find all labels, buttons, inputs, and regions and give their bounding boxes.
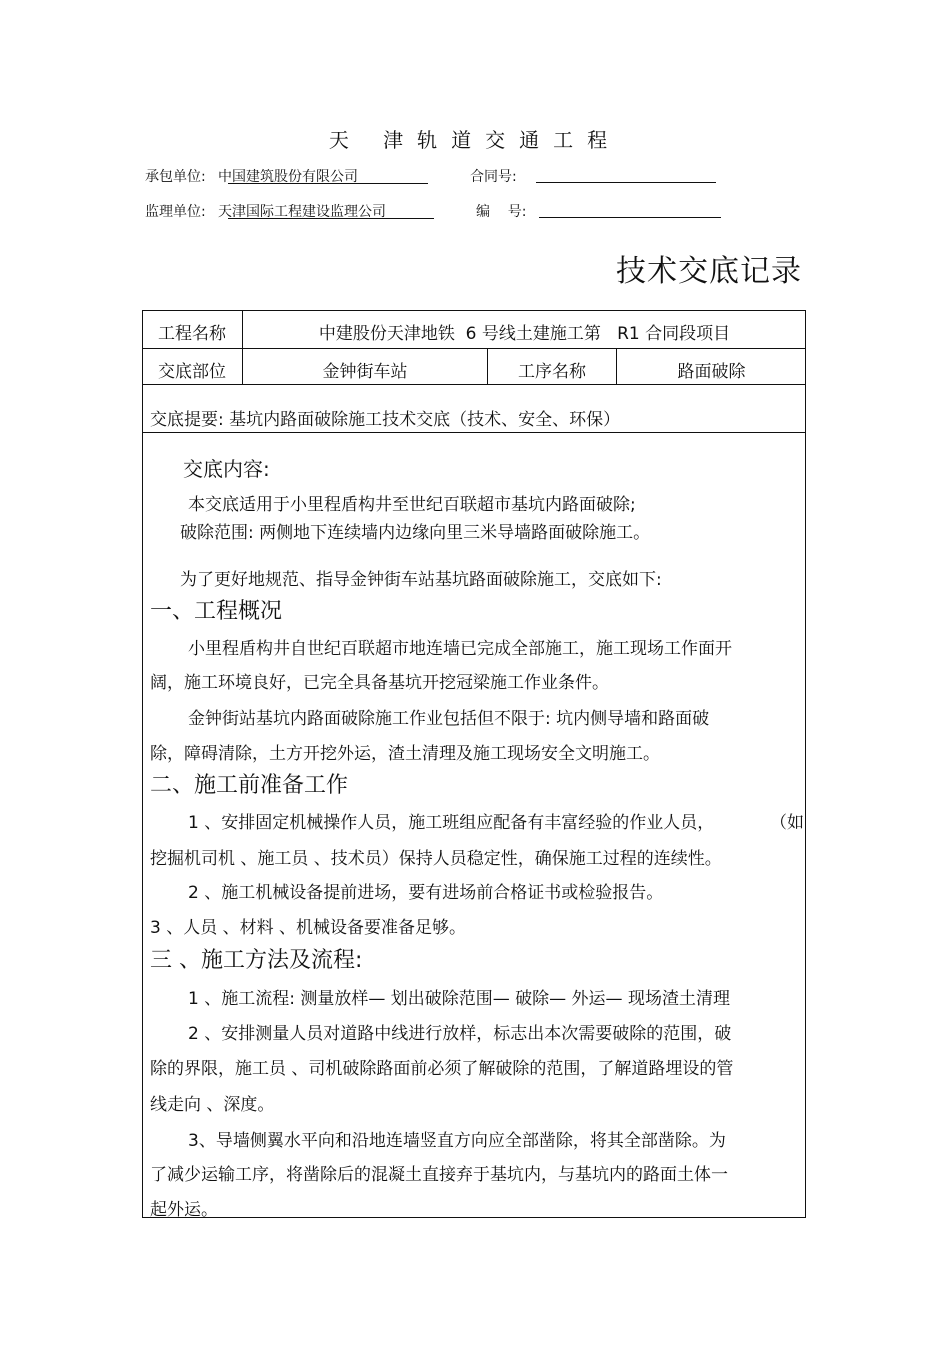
summary-text: 交底提要: 基坑内路面破除施工技术交底（技术、安全、环保）: [150, 410, 621, 430]
record-table: [142, 310, 806, 1218]
serial-no-label: 编 号:: [476, 204, 527, 220]
s3-item-2-line-3: 线走向 、深度。: [150, 1095, 275, 1115]
contractor-label: 承包单位:: [145, 169, 206, 185]
s2-item-2: 2 、施工机械设备提前进场，要有进场前合格证书或检验报告。: [188, 883, 664, 903]
record-title: 技术交底记录: [616, 254, 802, 289]
process-label: 工序名称: [518, 362, 586, 382]
s1-paragraph-1-line-2: 阔，施工环境良好，已完全具备基坑开挖冠梁施工作业条件。: [150, 673, 609, 693]
project-name-label: 工程名称: [158, 324, 226, 344]
s2-item-1-line-1-tail: （如: [770, 813, 804, 833]
contractor-underline: [228, 183, 428, 184]
s3-item-3-line-2: 了减少运输工序，将凿除后的混凝土直接弃于基坑内，与基坑内的路面土体一: [150, 1165, 728, 1185]
contractor-value: 中国建筑股份有限公司: [218, 169, 358, 185]
s3-item-2-line-2: 除的界限，施工员 、司机破除路面前必须了解破除的范围，了解道路埋设的管: [150, 1059, 734, 1079]
section-2-title: 二、施工前准备工作: [150, 773, 349, 798]
intro-line-3: 为了更好地规范、指导金钟街车站基坑路面破除施工，交底如下:: [180, 570, 662, 590]
serial-no-underline: [539, 217, 721, 218]
row-divider-2: [142, 384, 806, 385]
main-title: 天 津轨道交通工程: [328, 128, 622, 152]
location-label: 交底部位: [158, 362, 226, 382]
s1-paragraph-2-line-2: 除，障碍清除，土方开挖外运，渣土清理及施工现场安全文明施工。: [150, 744, 660, 764]
supervisor-value: 天津国际工程建设监理公司: [218, 204, 386, 220]
contract-no-underline: [536, 182, 716, 183]
s3-item-3-line-3: 起外运。: [150, 1200, 218, 1220]
section-3-title: 三 、施工方法及流程:: [150, 948, 363, 973]
intro-line-1: 本交底适用于小里程盾构井至世纪百联超市基坑内路面破除;: [188, 495, 636, 515]
section-1-title: 一、工程概况: [150, 599, 283, 624]
intro-line-2: 破除范围: 两侧地下连续墙内边缘向里三米导墙路面破除施工。: [180, 523, 651, 543]
process-value: 路面破除: [677, 362, 746, 382]
s2-item-3: 3 、人员 、材料 、机械设备要准备足够。: [150, 918, 467, 938]
row-divider-3: [142, 432, 806, 433]
content-heading: 交底内容:: [183, 457, 270, 481]
s3-item-3-line-1: 3、导墙侧翼水平向和沿地连墙竖直方向应全部凿除，将其全部凿除。为: [188, 1131, 726, 1151]
project-name-value: 中建股份天津地铁 6 号线土建施工第 R1 合同段项目: [318, 324, 731, 344]
s3-item-2-line-1: 2 、安排测量人员对道路中线进行放样，标志出本次需要破除的范围，破: [188, 1024, 732, 1044]
s1-paragraph-1-line-1: 小里程盾构井自世纪百联超市地连墙已完成全部施工，施工现场工作面开: [188, 639, 732, 659]
s1-paragraph-2-line-1: 金钟街站基坑内路面破除施工作业包括但不限于: 坑内侧导墙和路面破: [188, 709, 710, 729]
s3-item-1: 1 、施工流程: 测量放样— 划出破除范围— 破除— 外运— 现场渣土清理: [188, 989, 730, 1009]
location-value: 金钟街车站: [322, 362, 408, 382]
s2-item-1-line-1: 1 、安排固定机械操作人员，施工班组应配备有丰富经验的作业人员，: [188, 813, 715, 833]
s2-item-1-line-2: 挖掘机司机 、施工员 、技术员）保持人员稳定性，确保施工过程的连续性。: [150, 849, 722, 869]
contract-no-label: 合同号:: [470, 169, 517, 185]
supervisor-label: 监理单位:: [145, 204, 206, 220]
supervisor-underline: [228, 218, 434, 219]
